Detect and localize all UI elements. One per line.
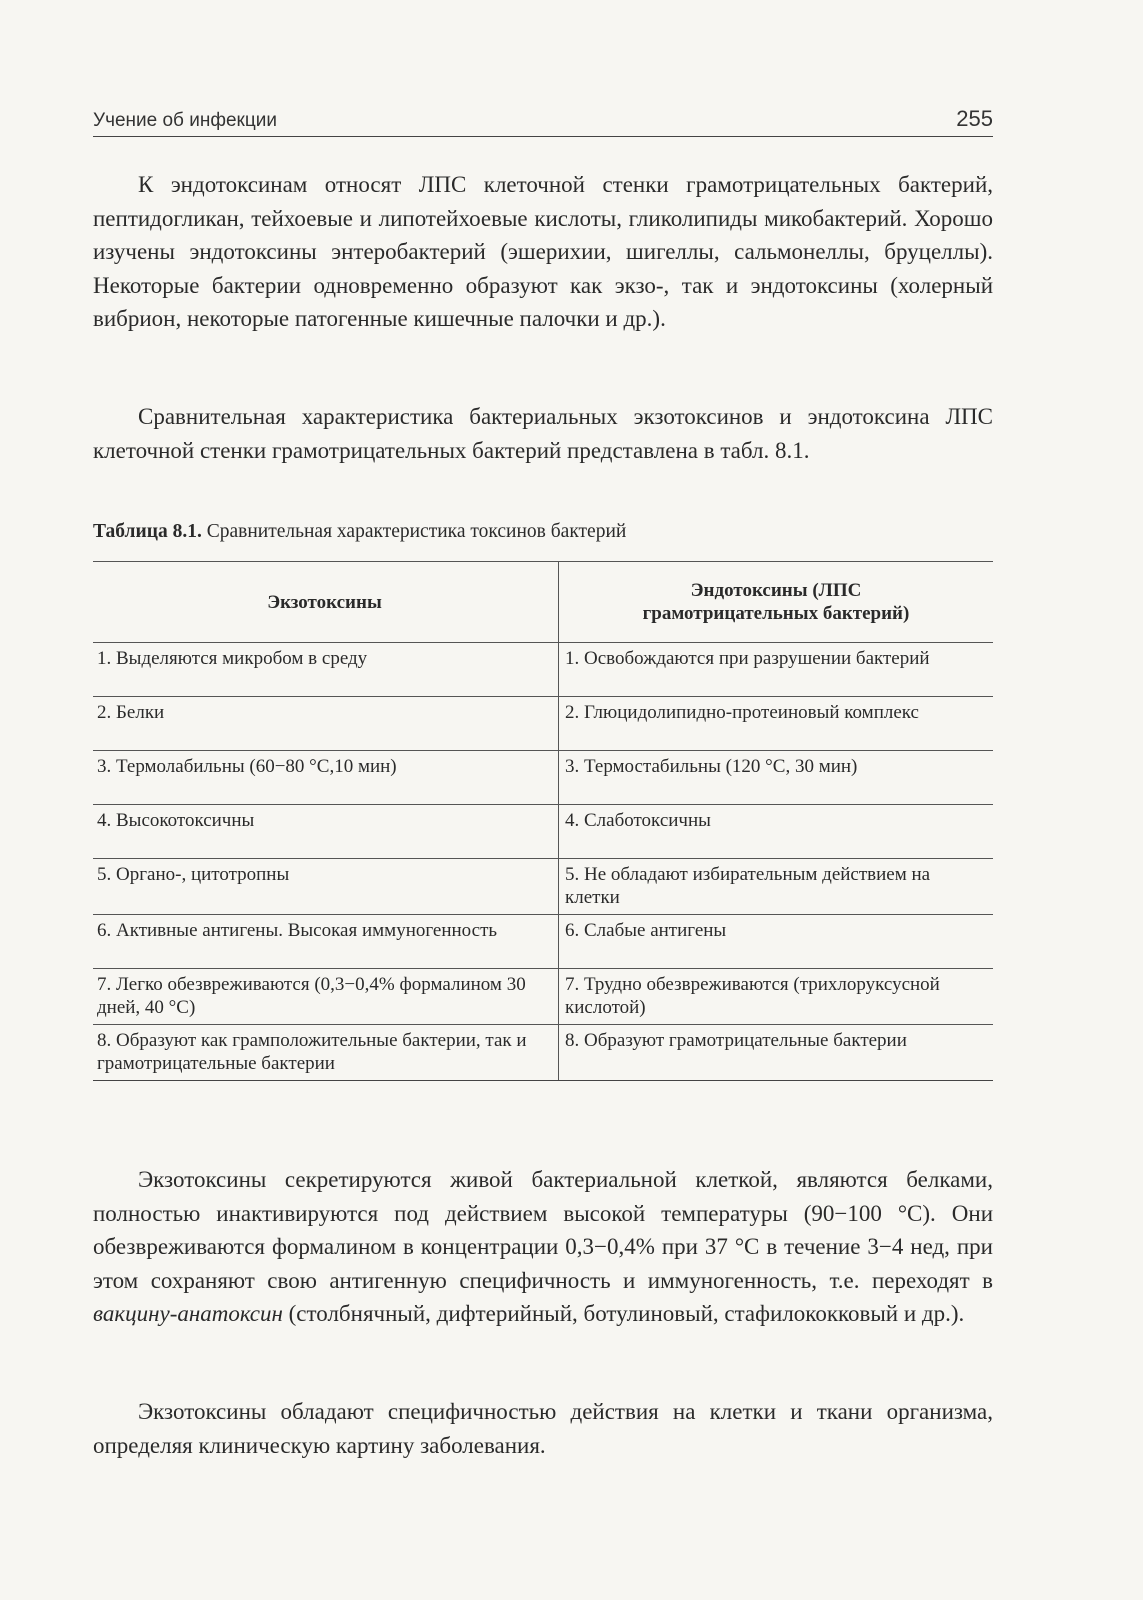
table-row xyxy=(93,1025,993,1081)
cell-endotoxin: 3. Термостабильны (120 °С, 30 мин) xyxy=(559,751,994,805)
paragraph-exotoxins-properties xyxy=(93,1163,993,1331)
table-row xyxy=(93,859,993,915)
paragraph-comparison-intro: Сравнительная характеристика бактериальных экзотоксинов и эндотоксина ЛПС клеточной стенки грамотрицательных бактерий представлена в табл. 8.1. xyxy=(93,404,993,463)
cell-endotoxin: 5. Не обладают избирательным действием на клетки xyxy=(559,859,994,915)
cell-endotoxin: 8. Образуют грамотрицательные бактерии xyxy=(559,1025,994,1081)
cell-exotoxin: 6. Активные антигены. Высокая иммуногенность xyxy=(93,915,559,969)
header-endotoxins-line1: Эндотоксины (ЛПС xyxy=(690,580,862,601)
cell-exotoxin: 7. Легко обезвреживаются (0,3−0,4% формалином 30 дней, 40 °С) xyxy=(93,969,559,1025)
cell-endotoxin: 7. Трудно обезвреживаются (трихлоруксусной кислотой) xyxy=(559,969,994,1025)
header-endotoxins xyxy=(559,562,994,643)
table-row xyxy=(93,969,993,1025)
cell-endotoxin: 6. Слабые антигены xyxy=(559,915,994,969)
table-caption xyxy=(93,521,993,543)
table-caption-label: Таблица 8.1. xyxy=(93,521,202,542)
toxins-comparison-table xyxy=(93,561,993,1081)
running-header xyxy=(93,106,993,137)
table-row xyxy=(93,751,993,805)
p3-text-before: Экзотоксины секретируются живой бактериальной клеткой, являются белками, полностью инактивируются под действием высокой температуры (90−100 °С). Они обезвреживаются формалином в концентрации 0,3−0,4% при 37 °С в течение 3−4 нед, при этом сохраняют свою антигенную специфичность и иммуногенность, т.е. переходят в xyxy=(93,1167,993,1293)
cell-exotoxin: 5. Органо-, цитотропны xyxy=(93,859,559,915)
header-endotoxins-line2: грамотрицательных бактерий) xyxy=(642,603,910,624)
term-vaccine-anatoxin: вакцину-анатоксин xyxy=(93,1301,283,1326)
table-caption-text: Сравнительная характеристика токсинов бактерий xyxy=(201,521,627,542)
table-row xyxy=(93,915,993,969)
cell-exotoxin: 8. Образуют как грамположительные бактерии, так и грамотрицательные бактерии xyxy=(93,1025,559,1081)
cell-exotoxin: 4. Высокотоксичны xyxy=(93,805,559,859)
p3-text-after: (столбнячный, дифтерийный, ботулиновый, стафилококковый и др.). xyxy=(282,1301,965,1326)
table-row xyxy=(93,697,993,751)
page-number: 255 xyxy=(956,106,993,131)
table-row xyxy=(93,643,993,697)
cell-endotoxin: 4. Слаботоксичны xyxy=(559,805,994,859)
paragraph-endotoxins: К эндотоксинам относят ЛПС клеточной стенки грамотрицательных бактерий, пептидогликан, тейхоевые и липотейхоевые кислоты, гликолипиды микобактерий. Хорошо изучены эндотоксины энтеробактерий (эшерихии, шигеллы, сальмонеллы, бруцеллы). Некоторые бактерии одновременно образуют как экзо-, так и эндотоксины (холерный вибрион, некоторые патогенные кишечные палочки и др.). xyxy=(93,172,993,331)
cell-exotoxin: 3. Термолабильны (60−80 °С,10 мин) xyxy=(93,751,559,805)
table-header-row xyxy=(93,562,993,643)
cell-endotoxin: 2. Глюцидолипидно-протеиновый комплекс xyxy=(559,697,994,751)
header-exotoxins: Экзотоксины xyxy=(93,562,559,643)
cell-exotoxin: 2. Белки xyxy=(93,697,559,751)
table-row xyxy=(93,805,993,859)
cell-endotoxin: 1. Освобождаются при разрушении бактерий xyxy=(565,648,930,669)
cell-exotoxin: 1. Выделяются микробом в среду xyxy=(93,643,559,697)
paragraph-exotoxins-specificity: Экзотоксины обладают специфичностью действия на клетки и ткани организма, определяя клиническую картину заболевания. xyxy=(93,1399,993,1458)
chapter-title: Учение об инфекции xyxy=(93,110,277,131)
